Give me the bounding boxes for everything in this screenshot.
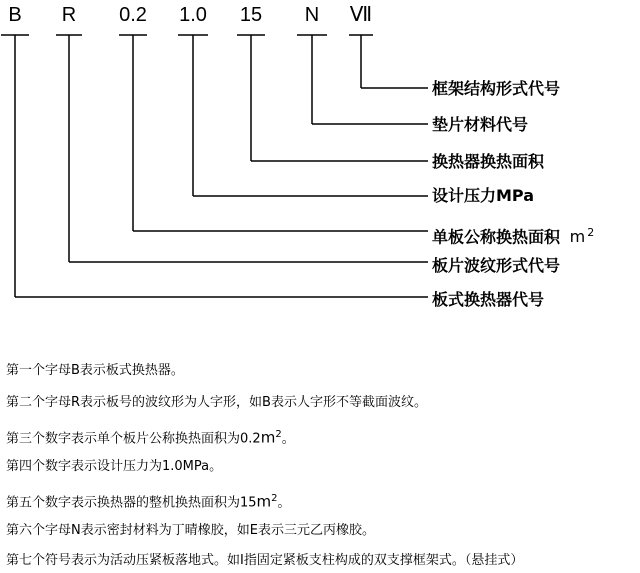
label-plate-area-unit-sup: 2 <box>587 226 595 239</box>
note-3-unit: m <box>260 428 276 447</box>
note-1: 第一个字母B表示板式换热器。 <box>6 363 184 378</box>
code-part-r: R <box>61 4 77 26</box>
note-5-unit: m <box>256 492 272 511</box>
code-part-pressure: 1.0 <box>179 4 207 26</box>
label-design-pressure: 设计压力MPa <box>432 186 535 205</box>
note-5-sup: 2 <box>271 493 278 504</box>
label-frame-type: 框架结构形式代号 <box>432 79 561 98</box>
label-corrugation-type: 板片波纹形式代号 <box>432 256 561 275</box>
label-plate-exchanger: 板式换热器代号 <box>432 290 545 309</box>
label-total-area: 换热器换热面积 <box>432 152 545 171</box>
label-plate-area-text: 单板公称换热面积 <box>432 227 561 247</box>
code-part-b: B <box>8 4 22 26</box>
note-2: 第二个字母R表示板号的波纹形为人字形，如B表示人字形不等截面波纹。 <box>6 395 427 410</box>
note-3-text: 第三个数字表示单个板片公称换热面积为0.2 <box>6 431 261 447</box>
code-part-plate-area: 0.2 <box>119 4 147 26</box>
note-5-end: 。 <box>277 495 291 511</box>
note-3 <box>6 426 295 448</box>
note-5 <box>6 490 291 512</box>
note-3-end: 。 <box>281 431 295 447</box>
label-plate-area <box>432 223 594 247</box>
label-gasket-material: 垫片材料代号 <box>432 115 529 134</box>
note-4: 第四个数字表示设计压力为1.0MPa。 <box>6 459 223 474</box>
note-6: 第六个字母N表示密封材料为丁晴橡胶，如E表示三元乙丙橡胶。 <box>6 523 375 538</box>
note-3-sup: 2 <box>275 429 282 440</box>
label-plate-area-unit: m <box>569 227 586 247</box>
code-part-frame: Ⅶ <box>349 4 373 26</box>
code-part-total-area: 15 <box>239 4 263 26</box>
code-part-gasket: N <box>304 4 320 26</box>
note-5-text: 第五个数字表示换热器的整机换热面积为15 <box>6 495 257 511</box>
note-7: 第七个符号表示为活动压紧板落地式。如Ⅰ指固定紧板支柱构成的双支撑框架式。（悬挂式） <box>6 553 524 568</box>
